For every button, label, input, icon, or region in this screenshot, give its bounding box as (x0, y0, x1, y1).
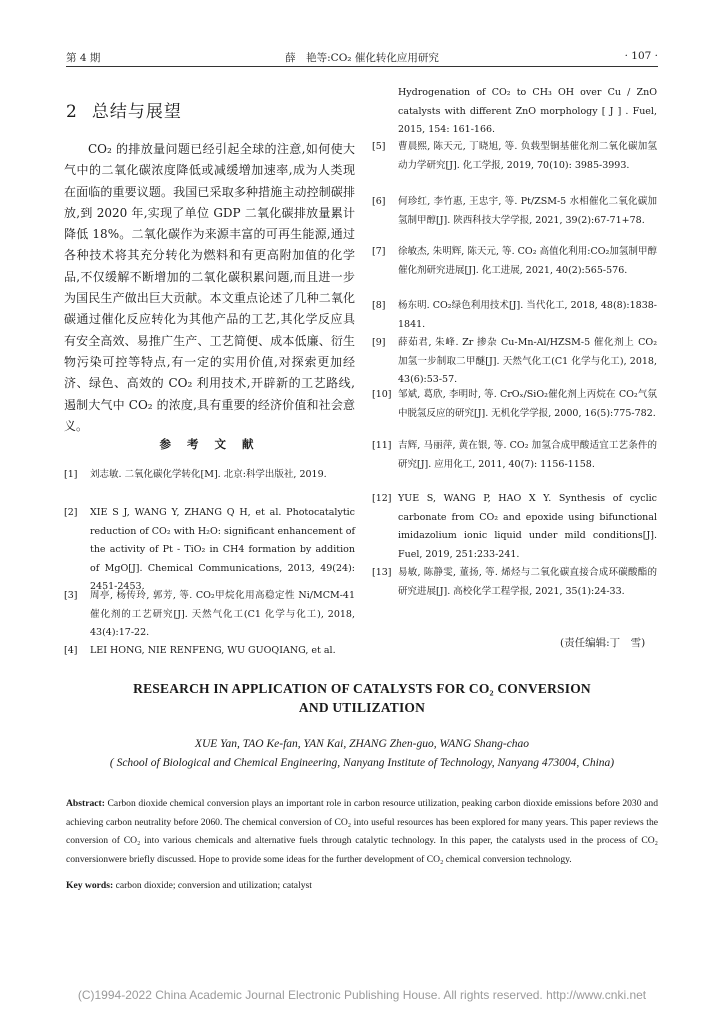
reference-number: [8] (372, 300, 386, 311)
reference-text: 曹晨熙, 陈天元, 丁晓旭, 等. 负载型铜基催化剂二氧化碳加氢动力学研究[J]. 化工学报, 2019, 70(10): 3985-3993. (398, 141, 657, 171)
english-authors: XUE Yan, TAO Ke-fan, YAN Kai, ZHANG Zhen-guo, WANG Shang-chao (194, 738, 530, 750)
reference-text: 吉辉, 马丽萍, 黄在银, 等. CO₂ 加氢合成甲酸适宜工艺条件的研究[J]. 应用化工, 2011, 40(7): 1156-1158. (398, 440, 657, 470)
issue-label: 第 4 期 (66, 52, 101, 64)
reference-number: [5] (372, 141, 386, 152)
reference-number: [10] (372, 389, 392, 400)
reference-item (64, 642, 355, 662)
reference-item (372, 490, 657, 564)
reference-text: LEI HONG, NIE RENFENG, WU GUOQIANG, et al. (90, 645, 336, 656)
reference-number: [4] (64, 645, 78, 656)
keywords-label: Key words: (66, 880, 114, 891)
section-paragraph: CO₂ 的排放量问题已经引起全球的注意,如何使大气中的二氧化碳浓度降低或减缓增加速率,成为人类现在面临的重要议题。我国已采取多种措施主动控制碳排放,到 2020 年,实现了单位 GDP 二氧化碳排放量累计降低 18%。二氧化碳作为来源丰富的可再生能源,通过各种技术将其充分转化为燃料和有更高附加值的化学品,不仅缓解不断增加的二氧化碳积累问题,而且进一步为国民生产做出巨大贡献。本文重点论述了几种二氧化碳通过催化反应转化为其他产品的工艺,其化学反应具有安全高效、易推广生产、工艺简便、成本低廉、衍生物污染可控等特点,有一定的实用价值,对探索更加经济、绿色、高效的 CO₂ 利用技术,开辟新的工艺路线,遏制大气中 CO₂ 的浓度,具有重要的经济价值和社会意义。 (64, 142, 355, 433)
english-abstract (66, 795, 658, 869)
reference-continuation (398, 84, 657, 140)
page-number: · 107 · (624, 50, 658, 62)
english-keywords (66, 880, 658, 891)
running-title: 薛 艳等:CO₂ 催化转化应用研究 (285, 52, 439, 64)
reference-text: YUE S, WANG P, HAO X Y. Synthesis of cyclic carbonate from CO₂ and epoxide using bifunctional imidazolium ionic liquid under mild conditions[J]. Fuel, 2019, 251:233-241. (398, 493, 657, 560)
english-affiliation: ( School of Biological and Chemical Engineering, Nanyang Institute of Technology, Nanyang 473004, China) (109, 757, 615, 769)
reference-number: [9] (372, 337, 386, 348)
english-title-line-2: AND UTILIZATION (298, 700, 426, 715)
section-heading (66, 97, 182, 122)
reference-number: [3] (64, 590, 78, 601)
references-heading: 参 考 文 献 (159, 437, 260, 451)
abstract-text: Carbon dioxide chemical conversion plays an important role in carbon resource utilization, peaking carbon dioxide emissions before 2030 and achieving carbon neutrality before 2060. The chemical conversion of CO₂ into useful resources has been explored for many years. This paper reviews the conversion of CO₂ into various chemicals and alternative fuels through catalytic technology. In this paper, the catalysts used in the process of CO₂ conversionwere briefly discussed. Hope to provide some ideas for the further development of CO₂ chemical conversion technology. (66, 798, 658, 865)
reference-text: 易敏, 陈静雯, 董扬, 等. 烯烃与二氧化碳直接合成环碳酸酯的研究进展[J]. 高校化学工程学报, 2021, 35(1):24-33. (398, 567, 657, 597)
reference-item (372, 297, 657, 335)
reference-item (372, 386, 657, 442)
reference-number: [1] (64, 469, 78, 480)
reference-item (64, 466, 355, 506)
section-title: 总结与展望 (91, 102, 182, 122)
reference-number: [7] (372, 246, 386, 257)
reference-text: Hydrogenation of CO₂ to CH₃ OH over Cu / ZnO catalysts with different ZnO morphology [ J ] . Fuel, 2015, 154: 161-166. (398, 87, 657, 135)
reference-text: 周亭, 杨传玲, 郭芳, 等. CO₂甲烷化用高稳定性 Ni/MCM-41 催化剂的工艺研究[J]. 天然气化工(C1 化学与化工), 2018, 43(4):17-22. (90, 590, 355, 638)
reference-item (372, 437, 657, 493)
reference-item (372, 193, 657, 249)
reference-text: 刘志敏. 二氧化碳化学转化[M]. 北京:科学出版社, 2019. (90, 469, 327, 480)
reference-number: [6] (372, 196, 386, 207)
header-rule (66, 66, 658, 67)
copyright-footer: (C)1994-2022 China Academic Journal Electronic Publishing House. All rights reserved. http://www.cnki.net (77, 988, 647, 1002)
reference-item (372, 243, 657, 299)
responsible-editor: (责任编辑:丁 雪) (560, 637, 646, 649)
reference-item (64, 587, 355, 647)
reference-number: [11] (372, 440, 392, 451)
reference-item (372, 138, 657, 194)
reference-text: 薛茹君, 朱峰. Zr 掺杂 Cu-Mn-Al/HZSM-5 催化剂上 CO₂ 加氢一步制取二甲醚[J]. 天然气化工(C1 化学与化工), 2018, 43(6):53-57. (398, 337, 657, 385)
keywords-text: carbon dioxide; conversion and utilization; catalyst (115, 880, 312, 891)
reference-text: 何珍红, 李竹惠, 王忠宇, 等. Pt/ZSM-5 水相催化二氧化碳加氢制甲醇[J]. 陕西科技大学学报, 2021, 39(2):67-71+78. (398, 196, 657, 226)
english-title-line-1: RESEARCH IN APPLICATION OF CATALYSTS FOR CO₂ CONVERSION (133, 681, 591, 696)
reference-text: 徐敏杰, 朱明辉, 陈天元, 等. CO₂ 高值化利用:CO₂加氢制甲醇催化剂研究进展[J]. 化工进展, 2021, 40(2):565-576. (398, 246, 657, 276)
reference-text: 杨东明. CO₂绿色利用技术[J]. 当代化工, 2018, 48(8):1838-1841. (398, 300, 657, 330)
reference-number: [12] (372, 493, 392, 504)
reference-number: [13] (372, 567, 392, 578)
abstract-label: Abstract: (66, 798, 105, 809)
section-number: 2 (66, 102, 78, 122)
reference-item (64, 504, 355, 592)
reference-number: [2] (64, 507, 78, 518)
reference-text: XIE S J, WANG Y, ZHANG Q H, et al. Photocatalytic reduction of CO₂ with H₂O: significant enhancement of the activity of Pt - TiO₂ in CH4 formation by addition of MgO[J]. Chemical Communications, 2013, 49(24): 2451-2453. (90, 507, 355, 592)
reference-item (372, 334, 657, 390)
reference-item (372, 564, 657, 620)
reference-text: 邹斌, 葛欣, 李明时, 等. CrOₓ/SiO₂催化剂上丙烷在 CO₂气氛中脱氢反应的研究[J]. 无机化学学报, 2000, 16(5):775-782. (398, 389, 657, 419)
